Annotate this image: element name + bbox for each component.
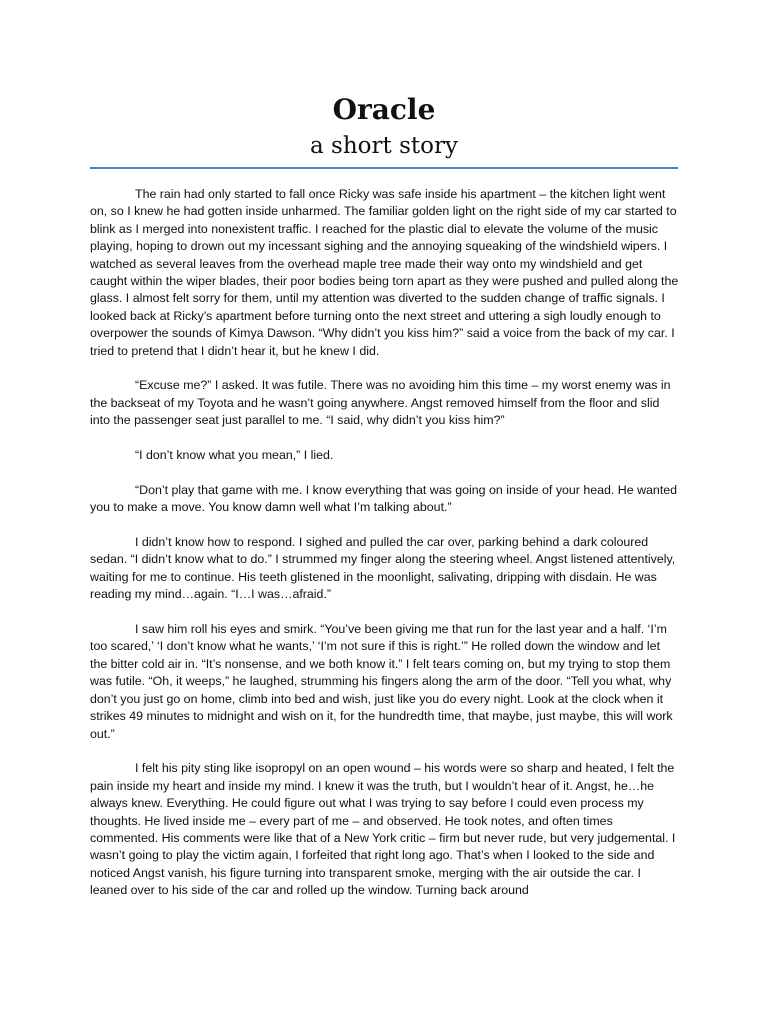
paragraph: “Excuse me?” I asked. It was futile. There was no avoiding him this time – my worst enemy was in the backseat of my Toyota and he wasn’t going anywhere. Angst removed himself from the floor and slid into the passenger seat just parallel to me. “I said, why didn’t you kiss him?” [90,378,671,428]
paragraph: “I don’t know what you mean,” I lied. [135,448,334,463]
story-title: Oracle [332,93,436,126]
title-divider [90,167,678,169]
story-body [90,186,680,917]
paragraph: I didn’t know how to respond. I sighed and pulled the car over, parking behind a dark coloured sedan. “I didn’t know what to do.” I strummed my finger along the steering wheel. Angst listened attentively, waiting for me to continue. His teeth glistened in the moonlight, salivating, dripping with disdain. He was reading my mind…again. “I…I was…afraid.” [90,535,676,602]
paragraph: “Don’t play that game with me. I know everything that was going on inside of your head. He wanted you to make a move. You know damn well what I’m talking about.” [90,482,678,515]
paragraph: I saw him roll his eyes and smirk. “You’ve been giving me that run for the last year and a half. ‘I’m too scared,’ ‘I don’t know what he wants,’ ‘I’m not sure if this is right.’” He rolled down the window and let the bitter cold air in. “It’s nonsense, and we both know it.” I felt tears coming on, but my trying to stop them was futile. “Oh, it weeps,” he laughed, strumming his fingers along the arm of the door. “Tell you what, why don’t you just go on home, climb into bed and wish, just like you do every night. Look at the clock when it strikes 49 minutes to midnight and wish on it, for the hundredth time, that maybe, just maybe, this will work out.” [90,622,673,741]
paragraph: The rain had only started to fall once Ricky was safe inside his apartment – the kitchen light went on, so I knew he had gotten inside unharmed. The familiar golden light on the right side of my car started to blink as I merged into nonexistent traffic. I reached for the plastic dial to elevate the volume of the music playing, hoping to drown out my incessant sighing and the annoying squeaking of the windshield wipers. I watched as several leaves from the overhead maple tree made their way onto my windshield and get caught within the wiper blades, their poor bodies being torn apart as they were pushed and pulled along the glass. I almost felt sorry for them, until my attention was diverted to the sudden change of traffic signals. I looked back at Ricky’s apartment before turning onto the next street and uttering a sigh loudly enough to overpower the sounds of Kimya Dawson. “Why didn’t you kiss him?” said a voice from the back of my car. I tried to pretend that I didn’t hear it, but he knew I did. [90,187,679,358]
paragraph: I felt his pity sting like isopropyl on an open wound – his words were so sharp and heated, I felt the pain inside my heart and inside my mind. I knew it was the truth, but I wouldn’t hear of it. Angst, he…he always knew. Everything. He could figure out what I was trying to say before I could even process my thoughts. He lived inside me – every part of me – and observed. He took notes, and often times commented. His comments were like that of a New York critic – firm but never rude, but very judgemental. I wasn’t going to play the victim again, I forfeited that right long ago. That’s when I looked to the side and noticed Angst vanish, his figure turning into transparent smoke, merging with the air outside the car. I leaned over to his side of the car and rolled up the window. Turning back around [90,761,676,898]
story-subtitle: a short story [310,133,458,159]
